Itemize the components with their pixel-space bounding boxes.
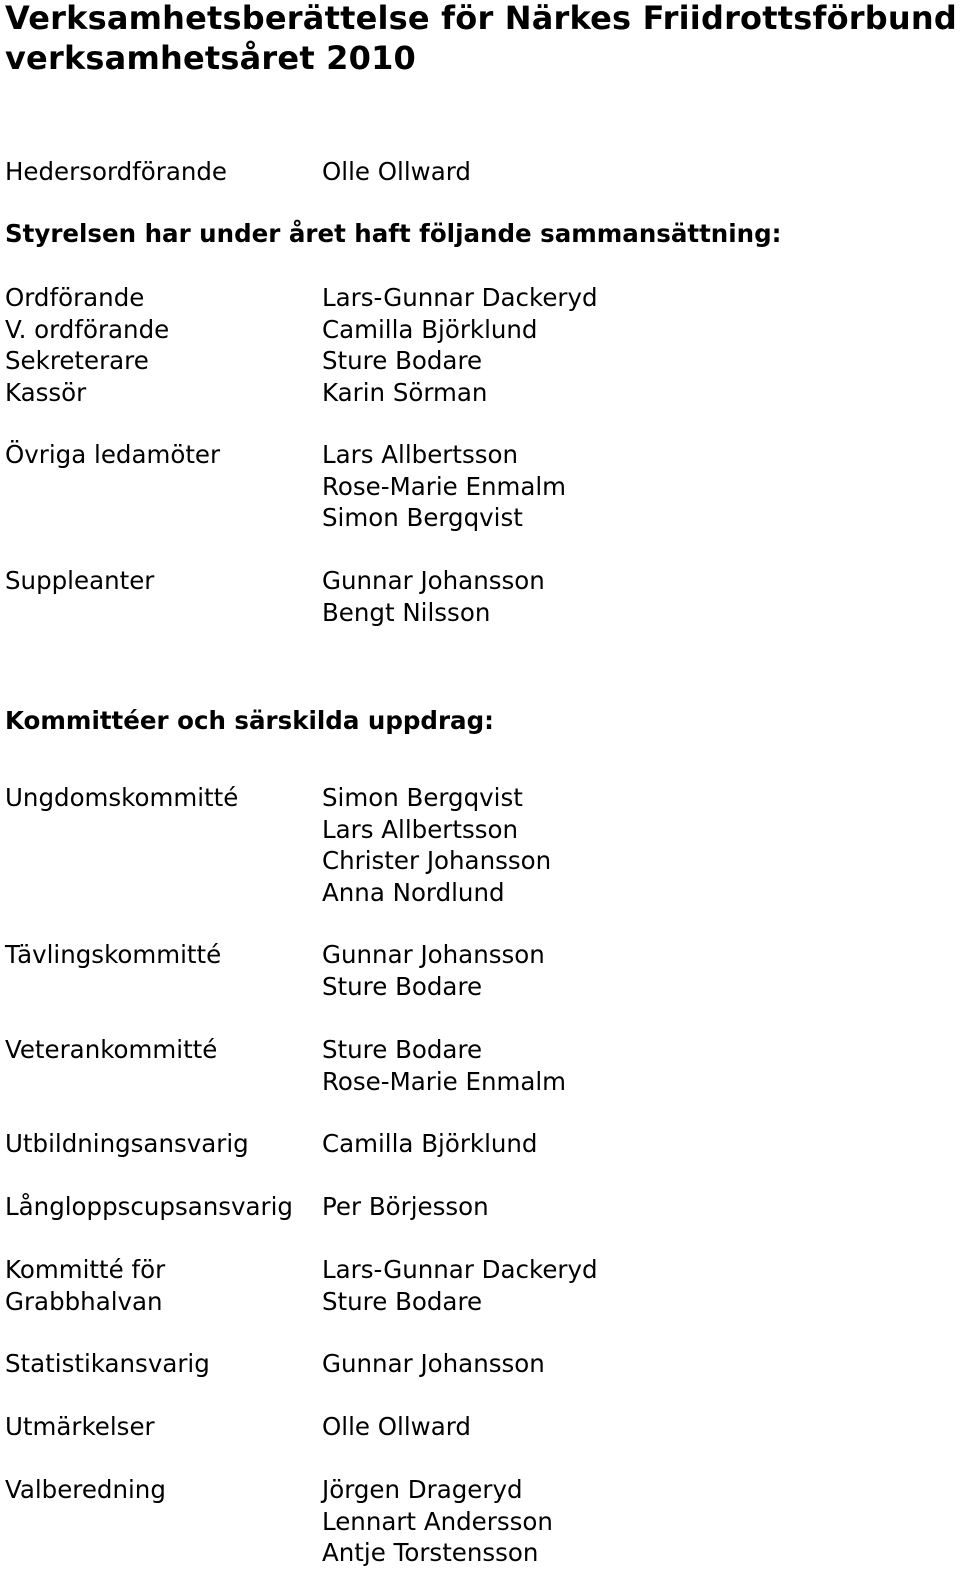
committee-member: Gunnar Johansson xyxy=(322,1349,545,1378)
committee-members xyxy=(322,939,545,1002)
committee-label-line: Tävlingskommitté xyxy=(5,940,222,969)
officer-role: Kassör xyxy=(5,377,87,407)
officer-roles xyxy=(5,282,169,408)
committee-label-line: Statistikansvarig xyxy=(5,1349,210,1378)
committee-member: Gunnar Johansson xyxy=(322,940,545,969)
committee-label xyxy=(5,939,221,971)
committee-members xyxy=(322,1348,545,1380)
committee-label-line: Utbildningsansvarig xyxy=(5,1129,249,1158)
committee-members xyxy=(322,1034,566,1097)
committee-member: Per Börjesson xyxy=(322,1192,489,1221)
member-name: Rose-Marie Enmalm xyxy=(322,471,567,501)
committee-member: Antje Torstensson xyxy=(322,1538,539,1567)
deputies-label: Suppleanter xyxy=(5,566,155,595)
committee-members xyxy=(322,782,551,908)
officer-name: Karin Sörman xyxy=(322,377,488,407)
committee-label-line: Ungdomskommitté xyxy=(5,783,239,812)
title-line-1: Verksamhetsberättelse för Närkes Friidrottsförbund xyxy=(5,0,957,37)
other-members-label: Övriga ledamöter xyxy=(5,440,221,469)
committee-members xyxy=(322,1474,553,1569)
other-members-names xyxy=(322,439,566,534)
committee-members xyxy=(322,1191,489,1223)
member-name: Lars Allbertsson xyxy=(322,440,519,469)
committee-members xyxy=(322,1254,598,1317)
committee-member: Sture Bodare xyxy=(322,1286,483,1316)
committee-label xyxy=(5,1191,293,1223)
officer-role: Ordförande xyxy=(5,283,145,312)
officer-name: Lars-Gunnar Dackeryd xyxy=(322,283,598,312)
honorary-name: Olle Ollward xyxy=(322,157,471,186)
committee-label-line: Utmärkelser xyxy=(5,1412,155,1441)
committee-label xyxy=(5,1034,217,1066)
officer-role: Sekreterare xyxy=(5,346,149,375)
committee-label-line: Grabbhalvan xyxy=(5,1286,163,1316)
committee-member: Sture Bodare xyxy=(322,1035,483,1064)
committee-member: Rose-Marie Enmalm xyxy=(322,1066,567,1096)
committee-label-line: Valberedning xyxy=(5,1475,166,1504)
committee-member: Lars Allbertsson xyxy=(322,814,519,844)
committee-label-line: Kommitté för xyxy=(5,1255,166,1284)
committee-member: Simon Bergqvist xyxy=(322,783,523,812)
committee-label xyxy=(5,1128,249,1160)
committee-member: Camilla Björklund xyxy=(322,1129,538,1158)
committee-label-line: Veterankommitté xyxy=(5,1035,218,1064)
board-heading: Styrelsen har under året haft följande sammansättning: xyxy=(5,219,782,248)
committee-member: Olle Ollward xyxy=(322,1412,471,1441)
officer-names xyxy=(322,282,598,408)
member-name: Simon Bergqvist xyxy=(322,503,523,532)
officer-name: Sture Bodare xyxy=(322,346,483,375)
committee-member: Anna Nordlund xyxy=(322,877,505,907)
committee-member: Lars-Gunnar Dackeryd xyxy=(322,1255,598,1284)
committees-heading: Kommittéer och särskilda uppdrag: xyxy=(5,706,494,735)
committee-label xyxy=(5,1348,210,1380)
committee-member: Lennart Andersson xyxy=(322,1506,553,1536)
committee-member: Sture Bodare xyxy=(322,971,483,1001)
committee-label xyxy=(5,1254,165,1317)
deputy-name: Gunnar Johansson xyxy=(322,566,545,595)
committee-member: Christer Johansson xyxy=(322,846,552,875)
deputies-names xyxy=(322,565,545,628)
committee-member: Jörgen Drageryd xyxy=(322,1475,523,1504)
committee-members xyxy=(322,1411,471,1443)
title-line-2: verksamhetsåret 2010 xyxy=(5,39,417,77)
officer-name: Camilla Björklund xyxy=(322,314,538,344)
committee-label xyxy=(5,1411,155,1443)
committee-label xyxy=(5,1474,166,1506)
deputy-name: Bengt Nilsson xyxy=(322,597,491,627)
honorary-label: Hedersordförande xyxy=(5,157,227,186)
document-title xyxy=(5,0,957,78)
officer-role: V. ordförande xyxy=(5,314,170,344)
committee-label-line: Långloppscupsansvarig xyxy=(5,1192,293,1221)
committee-label xyxy=(5,782,238,814)
committee-members xyxy=(322,1128,538,1160)
